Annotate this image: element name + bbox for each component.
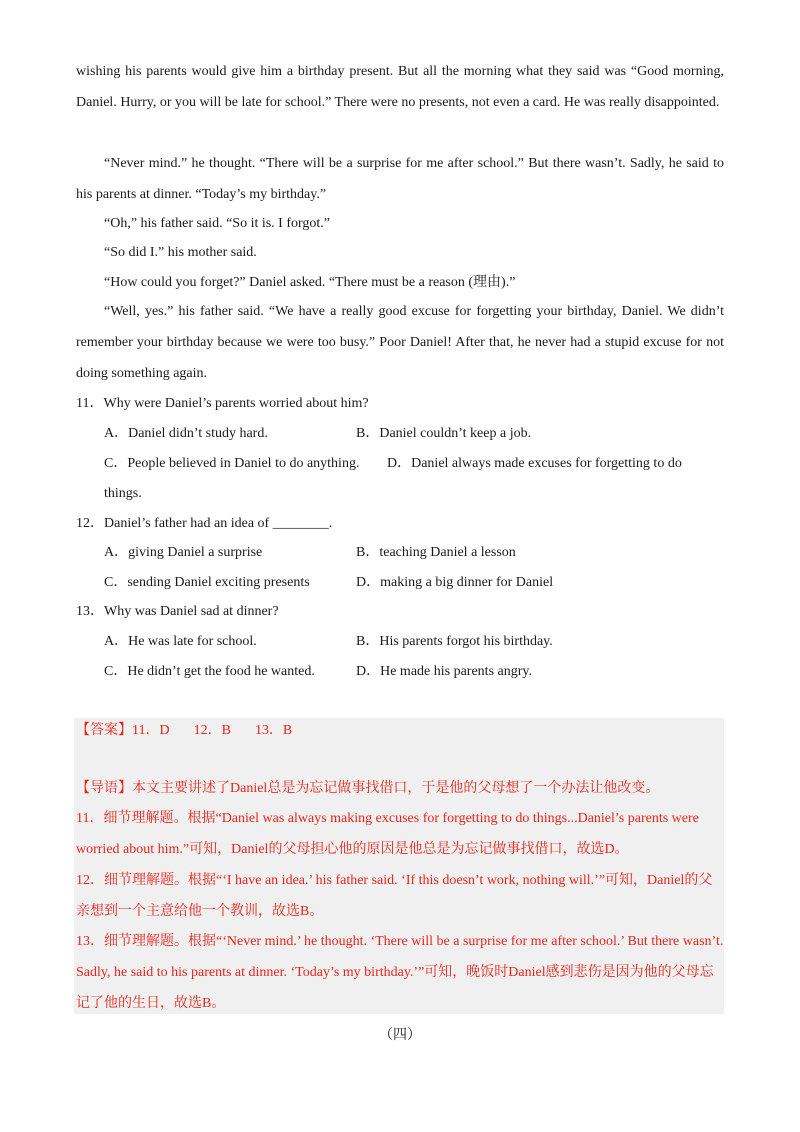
question-13-stem: 13．Why was Daniel sad at dinner? (76, 604, 279, 619)
question-13-option-c: C．He didn’t get the food he wanted. (104, 664, 315, 679)
answer-label: 【答案】 (76, 723, 132, 738)
question-11-option-d-continued: things. (104, 486, 142, 501)
answer-key-row (76, 721, 292, 741)
question-12-option-b: B．teaching Daniel a lesson (356, 545, 516, 560)
question-12-option-a: A．giving Daniel a surprise (104, 545, 263, 560)
explanation-12: 12．细节理解题。根据“‘I have an idea.’ his father said. ‘If this doesn’t work, nothing will.’”可知，Daniel的父亲想到一个主意给他一个教训，故选B。 (76, 873, 713, 919)
passage-paragraph-1: wishing his parents would give him a birthday present. But all the morning what they said was “Good morning, Daniel. Hurry, or you will be late for school.” There were no presents, not even a card. He was really disappointed. (76, 64, 724, 110)
passage-paragraph-4: “So did I.” his mother said. (104, 245, 257, 260)
passage-paragraph-3: “Oh,” his father said. “So it is. I forgot.” (104, 216, 331, 231)
page-footer-marker: （四） (379, 1028, 421, 1043)
question-11-option-d: D．Daniel always made excuses for forgetting to do (387, 456, 682, 471)
explanation-13: 13．细节理解题。根据“‘Never mind.’ he thought. ‘There will be a surprise for me after school.’ But there wasn’t. Sadly, he said to his parents at dinner. ‘Today’s my birthday.’”可知，晚饭时Daniel感到悲伤是因为他的父母忘记了他的生日，故选B。 (76, 934, 724, 1011)
question-11-stem: 11．Why were Daniel’s parents worried about him? (76, 396, 369, 411)
passage-paragraph-2: “Never mind.” he thought. “There will be a surprise for me after school.” But there wasn’t. Sadly, he said to his parents at dinner. “Today’s my birthday.” (76, 156, 724, 202)
question-13-option-d: D．He made his parents angry. (356, 664, 532, 679)
question-13-option-b: B．His parents forgot his birthday. (356, 634, 553, 649)
answer-11: 11．D (132, 723, 170, 738)
question-12-option-c: C．sending Daniel exciting presents (104, 575, 310, 590)
explanation-guide: 【导语】本文主要讲述了Daniel总是为忘记做事找借口，于是他的父母想了一个办法让他改变。 (76, 781, 660, 796)
question-12-option-d: D．making a big dinner for Daniel (356, 575, 554, 590)
question-12-stem: 12．Daniel’s father had an idea of ________. (76, 516, 333, 531)
answer-13: 13．B (254, 723, 293, 738)
answer-12: 12．B (193, 723, 231, 738)
passage-paragraph-6: “Well, yes.” his father said. “We have a really good excuse for forgetting your birthday, Daniel. We didn’t remember your birthday because we were too busy.” Poor Daniel! After that, he never had a stupid excuse for not doing something again. (76, 304, 724, 381)
question-13-option-a: A．He was late for school. (104, 634, 257, 649)
explanation-11: 11．细节理解题。根据“Daniel was always making excuses for forgetting to do things...Daniel’s parents were worried about him.”可知，Daniel的父母担心他的原因是他总是为忘记做事找借口，故选D。 (76, 811, 699, 857)
question-11-option-c: C．People believed in Daniel to do anything. (104, 456, 360, 471)
question-11-option-b: B．Daniel couldn’t keep a job. (356, 426, 532, 441)
passage-paragraph-5: “How could you forget?” Daniel asked. “There must be a reason (理由).” (104, 275, 516, 290)
question-11-option-a: A．Daniel didn’t study hard. (104, 426, 268, 441)
